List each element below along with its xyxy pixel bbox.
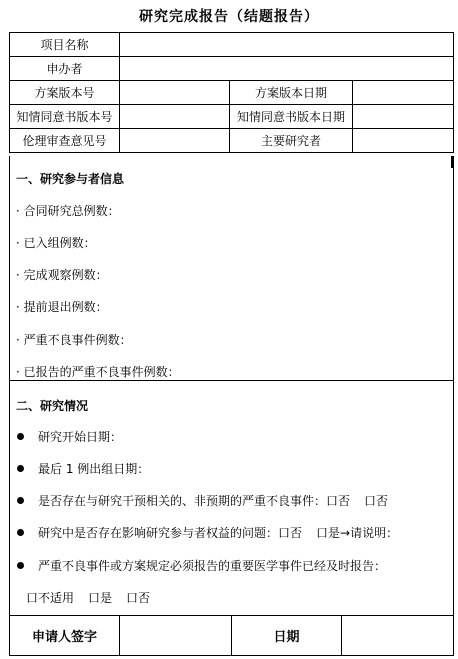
document-title: 研究完成报告（结题报告）: [139, 9, 319, 25]
consent-version-label: 知情同意书版本号: [10, 105, 120, 129]
study-status-section: [9, 381, 454, 616]
consent-date-field[interactable]: [353, 105, 454, 129]
applicant-signature-field[interactable]: [120, 616, 232, 656]
list-item: [17, 428, 122, 445]
bullet-icon: [17, 529, 24, 536]
report-no-checkbox[interactable]: 口否: [126, 591, 151, 605]
protocol-date-label: 方案版本日期: [230, 81, 353, 105]
date-label: 日期: [232, 616, 342, 656]
ethics-opinion-field[interactable]: [120, 129, 230, 153]
sae-count-item: · 严重不良事件例数：: [16, 333, 132, 347]
sponsor-label: 申办者: [10, 57, 120, 81]
consent-version-field[interactable]: [120, 105, 230, 129]
project-info-table: [9, 32, 454, 153]
protocol-version-field[interactable]: [120, 81, 230, 105]
list-item: [17, 557, 386, 574]
bullet-icon: [17, 465, 24, 472]
signature-table: [9, 615, 454, 656]
project-name-field[interactable]: [120, 33, 454, 57]
enrolled-item: · 已入组例数：: [16, 236, 96, 250]
list-item: [17, 492, 388, 509]
protocol-version-label: 方案版本号: [10, 81, 120, 105]
section1-heading: 一、研究参与者信息: [16, 172, 125, 186]
report-na-checkbox[interactable]: 口不适用: [26, 591, 75, 605]
table-row: [10, 616, 454, 656]
report-yes-checkbox[interactable]: 口是: [88, 591, 113, 605]
rights-question: 研究中是否存在影响研究参与者权益的问题：: [38, 526, 279, 540]
table-row: [10, 33, 454, 57]
participant-info-section: [9, 156, 454, 381]
applicant-signature-label: 申请人签字: [10, 616, 120, 656]
bullet-icon: [17, 562, 24, 569]
sae-no-checkbox[interactable]: 口否: [326, 494, 351, 508]
pi-label: 主要研究者: [230, 129, 353, 153]
table-row: [10, 129, 454, 153]
ethics-opinion-label: 伦理审查意见号: [10, 129, 120, 153]
contract-total-item: · 合同研究总例数：: [16, 204, 120, 218]
rights-yes-checkbox[interactable]: 口是→请说明：: [316, 526, 399, 540]
rights-no-checkbox[interactable]: 口否: [278, 526, 303, 540]
project-name-label: 项目名称: [10, 33, 120, 57]
start-date-label: 研究开始日期：: [38, 430, 123, 444]
bullet-icon: [17, 497, 24, 504]
early-exit-item: · 提前退出例数：: [16, 300, 108, 314]
list-item: [17, 524, 398, 541]
report-question: 严重不良事件或方案规定必须报告的重要医学事件已经及时报告：: [38, 559, 387, 573]
sae-question: 是否存在与研究干预相关的、非预期的严重不良事件：: [38, 494, 327, 508]
completed-item: · 完成观察例数：: [16, 268, 108, 282]
bullet-icon: [17, 433, 24, 440]
date-field[interactable]: [342, 616, 454, 656]
section2-heading: 二、研究情况: [16, 399, 89, 413]
protocol-date-field[interactable]: [353, 81, 454, 105]
table-row: [10, 105, 454, 129]
last-exit-date-label: 最后 1 例出组日期：: [38, 462, 150, 476]
reported-sae-item: · 已报告的严重不良事件例数：: [16, 365, 180, 379]
list-item: [17, 460, 149, 477]
report-options: [26, 589, 150, 606]
table-row: [10, 57, 454, 81]
sae-yes-checkbox[interactable]: 口否: [364, 494, 389, 508]
table-row: [10, 81, 454, 105]
pi-field[interactable]: [353, 129, 454, 153]
consent-date-label: 知情同意书版本日期: [230, 105, 353, 129]
sponsor-field[interactable]: [120, 57, 454, 81]
